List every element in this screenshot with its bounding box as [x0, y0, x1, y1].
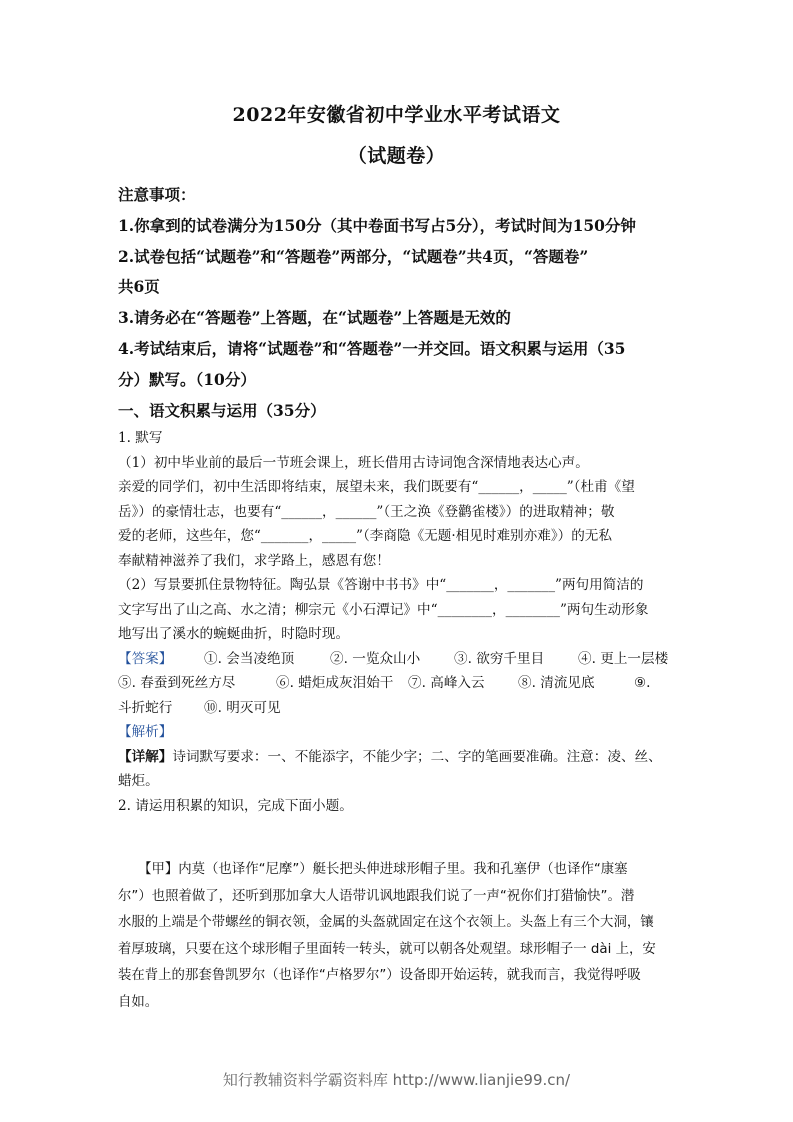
question-line: 岳》）的豪情壮志，也要有“______，______”（王之涣《登鹳雀楼》）的进取精神；敬 [118, 503, 615, 520]
answer-item: ③. 欲穷千里目 [454, 650, 545, 667]
notes-line: 3.请务必在“答题卷”上答题，在“试题卷”上答题是无效的 [118, 308, 511, 328]
detail-label: 【详解】 [118, 748, 173, 765]
detail-line [118, 745, 678, 770]
question-line: 文字写出了山之高、水之清；柳宗元《小石潭记》中“________，________”两句生动形象 [118, 601, 649, 618]
watermark-footer: 知行教辅资料学霸资料库 http://www.lianjie99.cn/ [222, 1071, 571, 1089]
answer-item: ①. 会当凌绝顶 [204, 650, 295, 667]
notes-line: 2.试卷包括“试题卷”和“答题卷”两部分，“试题卷”共4页，“答题卷” [118, 246, 589, 266]
question-1 [118, 426, 678, 818]
answer-item: ⑥. 蜡炬成灰泪始干 [276, 675, 394, 691]
question-line: 地写出了溪水的蜿蜒曲折，时隐时现。 [118, 626, 350, 642]
answer-row [118, 671, 678, 696]
question-line: 奉献精神滋养了我们，求学路上，感恩有您！ [118, 552, 390, 569]
answer-item: ⑧. 清流见底 [518, 675, 595, 691]
passage-line: 【甲】内莫（也译作“尼摩”）艇长把头伸进球形帽子里。我和孔塞伊（也译作“康塞 [118, 862, 628, 877]
answer-item: 斗折蛇行 [118, 699, 173, 716]
page-title: 2022年安徽省初中学业水平考试语文 [232, 104, 561, 126]
answer-row [118, 647, 678, 672]
question-heading: 1. 默写 [118, 430, 163, 446]
passage-line: 自如。 [118, 994, 159, 1010]
question-heading: 2. 请运用积累的知识，完成下面小题。 [118, 797, 353, 814]
question-line: （2）写景要抓住景物特征。陶弘景《答谢中书书》中“_______，_______”两句用简洁的 [118, 577, 644, 593]
answer-item: ②. 一览众山小 [330, 650, 421, 667]
notes-section [118, 180, 678, 426]
question-line: 亲爱的同学们，初中生活即将结束，展望未来，我们既要有“______，_____”（杜甫《望 [118, 479, 635, 495]
answer-label: 【答案】 [118, 650, 173, 667]
answer-row [118, 696, 678, 721]
answer-item: ④. 更上一层楼 [578, 650, 669, 667]
question-line: （1）初中毕业前的最后一节班会课上，班长借用古诗词饱含深情地表达心声。 [118, 454, 589, 471]
reading-passage [118, 857, 678, 1016]
passage-line: 装在背上的那套鲁凯罗尔（也译作“卢格罗尔”）设备即开始运转，就我而言，我觉得呼吸 [118, 968, 641, 983]
section-heading: 一、语文积累与运用（35分） [118, 400, 326, 420]
question-line: 爱的老师，这些年，您“_______，_____”（李商隐《无题·相见时难别亦难》）的无私 [118, 528, 612, 544]
notes-line: 共6页 [118, 277, 160, 297]
answer-item: ⑩. 明灭可见 [204, 699, 281, 716]
page-subtitle: （试题卷） [347, 145, 446, 167]
notes-heading: 注意事项： [118, 185, 196, 204]
passage-line: 水服的上端是个带螺丝的铜衣领，金属的头盔就固定在这个衣领上。头盔上有三个大洞，镶 [118, 915, 654, 930]
passage-line: 尔”）也照着做了，还听到那加拿大人语带讥讽地跟我们说了一声“祝你们打猎愉快”。潜 [118, 888, 635, 904]
answer-item: ⑦. 高峰入云 [408, 675, 485, 691]
notes-line: 1.你拿到的试卷满分为150分（其中卷面书写占5分），考试时间为150分钟 [118, 215, 636, 235]
analysis-label: 【解析】 [118, 724, 173, 740]
answer-item: ⑤. 春蚕到死丝方尽 [118, 675, 236, 691]
detail-line: 蜡炬。 [118, 773, 159, 789]
detail-text: 诗词默写要求：一、不能添字，不能少字；二、字的笔画要准确。注意：凌、丝、 [172, 748, 662, 765]
notes-line: 4.考试结束后，请将“试题卷”和“答题卷”一并交回。语文积累与运用（35 [118, 338, 626, 358]
notes-line: 分）默写。（10分） [118, 369, 256, 389]
passage-line: 着厚玻璃，只要在这个球形帽子里面转一转头，就可以朝各处观望。球形帽子一 dài 上，安 [118, 941, 656, 957]
answer-item: ⑨. [634, 675, 651, 691]
